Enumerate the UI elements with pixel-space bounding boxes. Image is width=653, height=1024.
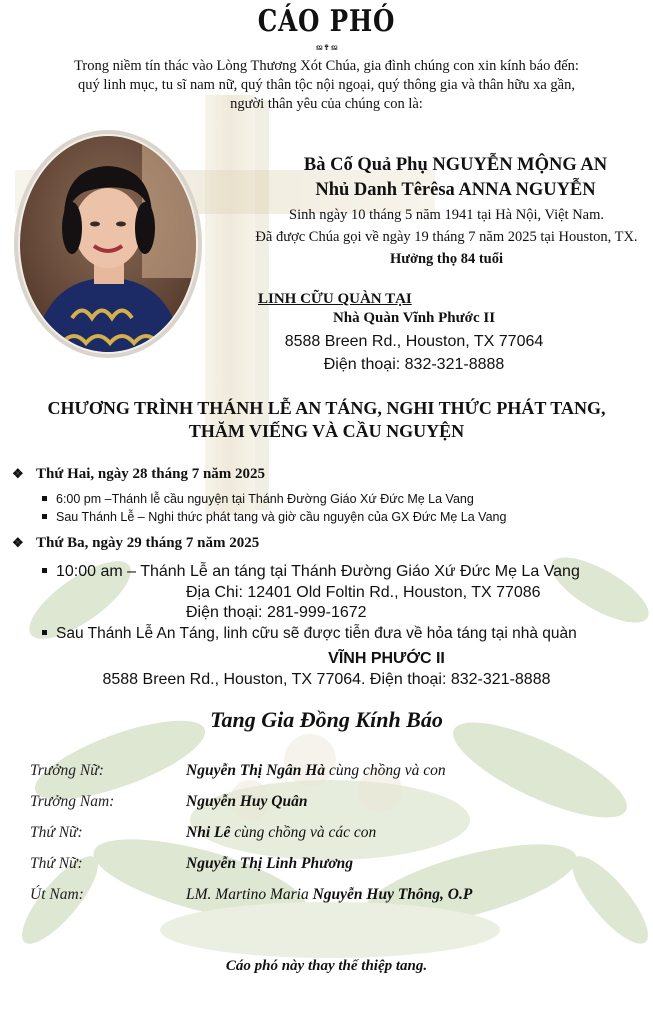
relative-name: Nhi Lê [186,824,231,841]
cross-vertical [205,95,255,515]
day2-heading-text: Thứ Ba, ngày 29 tháng 7 năm 2025 [36,535,260,551]
diamond-bullet-icon: ❖ [12,466,24,481]
square-bullet-icon [42,630,47,635]
intro-line: người thân yêu của chúng con là: [230,96,423,112]
day1-item-text: Sau Thánh Lễ – Nghi thức phát tang và giờ cầu nguyện của GX Đức Mẹ La Vang [56,510,507,524]
relative-value [186,762,446,780]
death-info: Đã được Chúa gọi về ngày 19 tháng 7 năm 2025 tại Houston, TX. [255,229,638,245]
square-bullet-icon [42,514,47,519]
program-title-line: THĂM VIẾNG VÀ CẦU NGUYỆN [188,421,465,441]
day2-mass [42,563,580,581]
relative-value [186,793,307,811]
funeral-home-phone: Điện thoại: 832-321-8888 [323,356,505,373]
day2-heading [12,535,259,552]
day2-after-text: Sau Thánh Lễ An Táng, linh cữu sẽ được tiễn đưa về hỏa táng tại nhà quàn [56,625,577,642]
relative-label: Thứ Nữ: [30,824,83,841]
day2-after [42,625,577,643]
relative-name: Nguyễn Thị Ngân Hà [186,762,326,779]
relative-suffix: cùng chồng và con [325,762,446,779]
funeral-home-name: Nhà Quàn Vĩnh Phước II [332,310,496,326]
diamond-bullet-icon: ❖ [12,535,24,550]
program-title [0,397,653,443]
relative-name: Nguyễn Huy Thông, O.P [312,886,473,903]
relative-prefix: LM. Martino Maria [186,886,313,903]
birth-info: Sinh ngày 10 tháng 5 năm 1941 tại Hà Nội, Việt Nam. [289,207,604,223]
square-bullet-icon [42,496,47,501]
funeral-home-address: 8588 Breen Rd., Houston, TX 77064 [284,333,544,350]
footer-note: Cáo phó này thay thế thiệp tang. [225,958,428,974]
relative-name: Nguyễn Huy Quân [186,793,308,810]
page-title: CÁO PHÓ [257,4,396,39]
intro-line: quý linh mục, tu sĩ nam nữ, quý thân tộc nội ngoại, quý thông gia và thân hữu xa gần, [78,77,575,93]
family-announcement: Tang Gia Đồng Kính Báo [210,707,443,732]
portrait-photo [12,128,204,360]
day2-mass-text: 10:00 am – Thánh Lễ an táng tại Thánh Đường Giáo Xứ Đức Mẹ La Vang [56,563,580,580]
cremation-home-name: VĨNH PHƯỚC II [328,650,445,667]
church-phone: Điện thoại: 281-999-1672 [186,604,367,621]
age-info: Hưởng thọ 84 tuổi [389,251,503,267]
relative-value [186,824,376,842]
relative-value [186,855,353,873]
relative-name: Nguyễn Thị Linh Phương [186,855,354,872]
square-bullet-icon [42,568,47,573]
church-address: Địa Chi: 12401 Old Foltin Rd., Houston, TX 77086 [186,584,541,601]
day1-heading [12,466,265,483]
relative-label: Thứ Nữ: [30,855,83,872]
day1-heading-text: Thứ Hai, ngày 28 tháng 7 năm 2025 [36,466,266,482]
deceased-name: Bà Cố Quả Phụ NGUYỄN MỘNG AN [303,155,608,175]
cremation-home-address: 8588 Breen Rd., Houston, TX 77064. Điện thoại: 832-321-8888 [102,671,551,688]
intro-line: Trong niềm tín thác vào Lòng Thương Xót Chúa, gia đình chúng con xin kính báo đến: [74,58,579,74]
title-ornament: ജ ✟ ജ [315,43,338,52]
relative-label: Trưởng Nam: [30,793,115,810]
relative-suffix: cùng chồng và các con [230,824,377,841]
intro-text [0,57,653,114]
relative-label: Trưởng Nữ: [30,762,104,779]
day1-item [42,492,474,506]
relative-label: Út Nam: [30,886,84,903]
deceased-baptismal-name: Nhủ Danh Têrêsa ANNA NGUYỄN [315,180,596,200]
day1-item-text: 6:00 pm –Thánh lễ cầu nguyện tại Thánh Đường Giáo Xứ Đức Mẹ La Vang [56,492,474,506]
funeral-home-heading: LINH CỮU QUÀN TẠI [258,291,412,307]
day1-item [42,510,506,524]
program-title-line: CHƯƠNG TRÌNH THÁNH LỄ AN TÁNG, NGHI THỨC PHÁT TANG, [47,398,606,418]
relative-value [186,886,472,904]
